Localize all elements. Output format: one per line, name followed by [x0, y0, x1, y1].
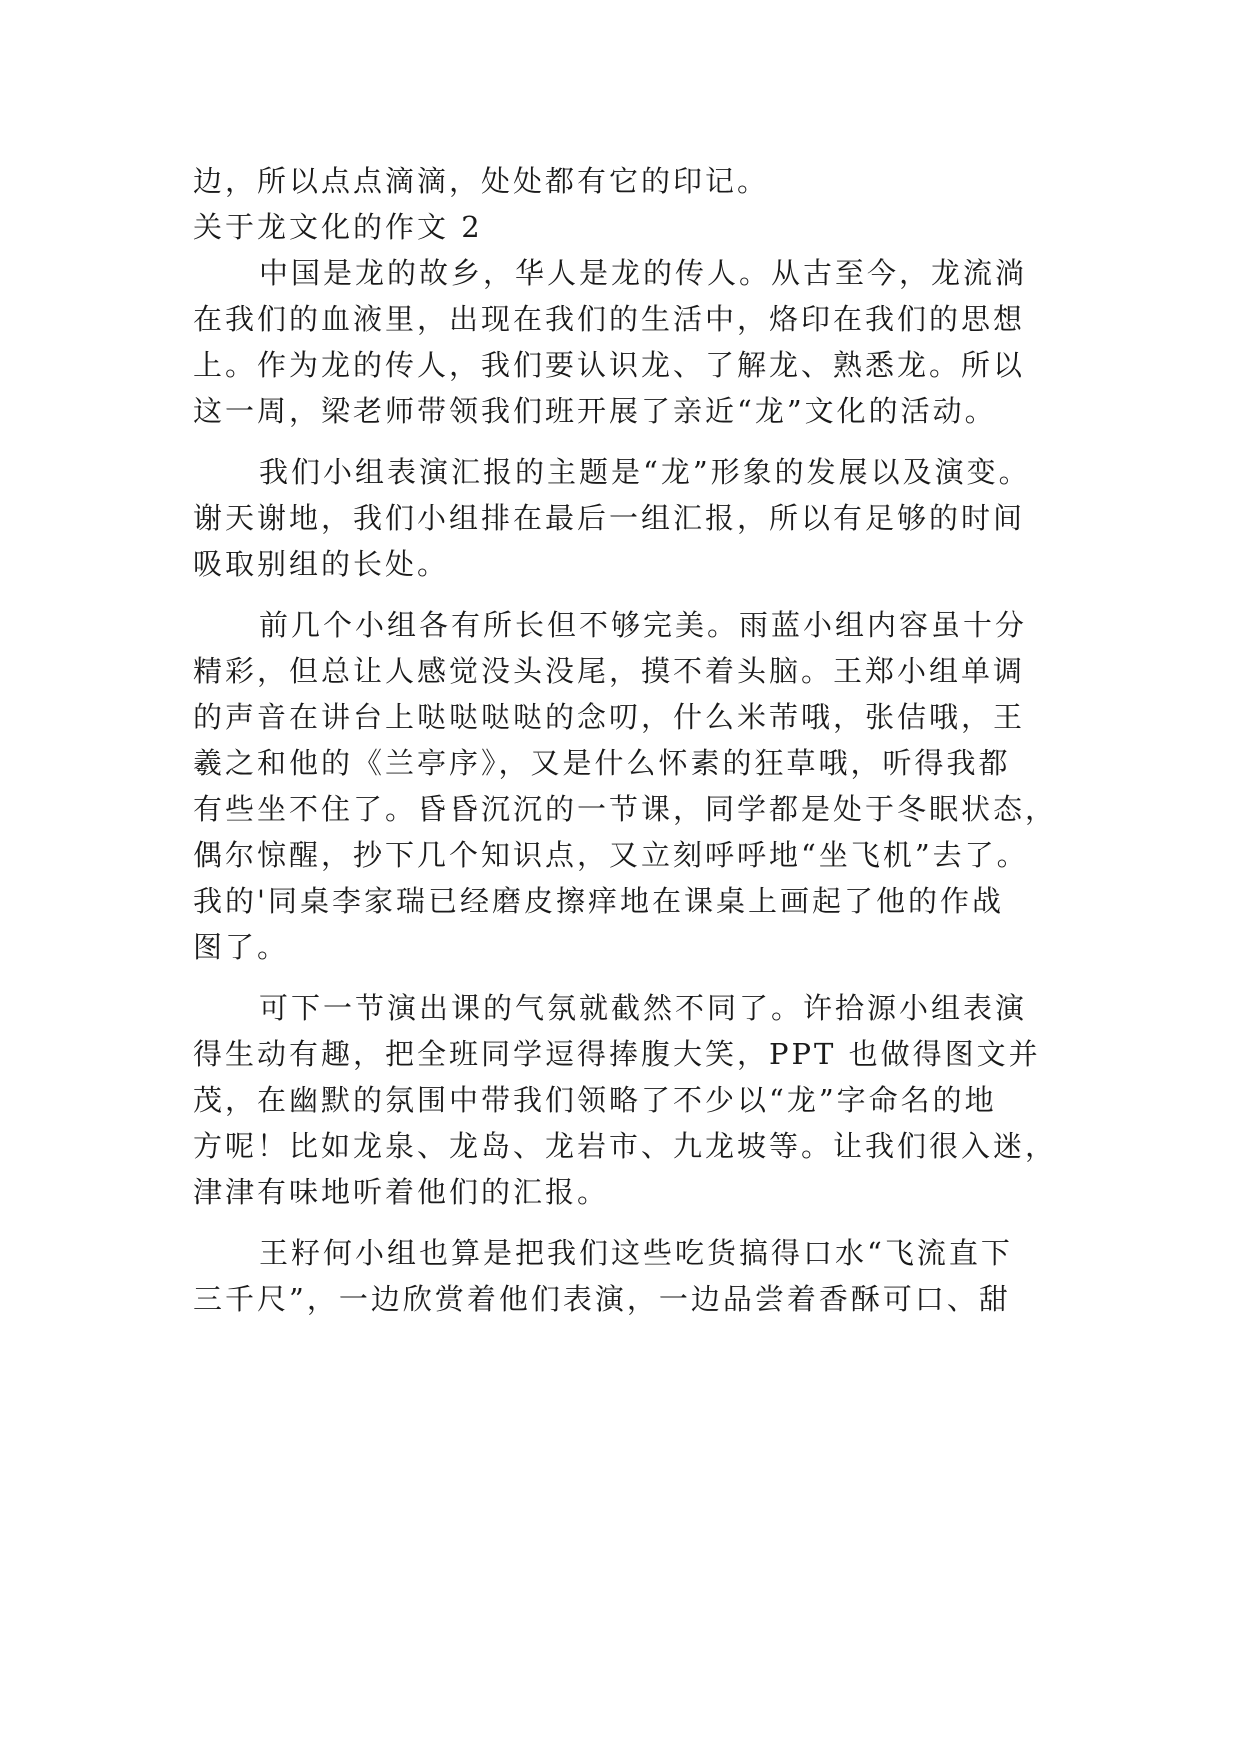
- paragraph-2: [193, 449, 1073, 587]
- paragraph-line: 茂，在幽默的氛围中带我们领略了不少以“龙”字命名的地: [193, 1083, 997, 1117]
- paragraph-3: [193, 602, 1073, 970]
- paragraph-line: 有些坐不住了。昏昏沉沉的一节课，同学都是处于冬眠状态，: [193, 792, 1058, 826]
- paragraph-line: 这一周，梁老师带领我们班开展了亲近“龙”文化的活动。: [193, 394, 997, 428]
- paragraph-spacer: [193, 434, 1073, 449]
- paragraph-line: 上。作为龙的传人，我们要认识龙、了解龙、熟悉龙。所以: [193, 348, 1026, 382]
- paragraph-spacer: [193, 1215, 1073, 1230]
- paragraph-line: 得生动有趣，把全班同学逗得捧腹大笑，PPT 也做得图文并: [193, 1037, 1041, 1071]
- paragraph-line: 津津有味地听着他们的汇报。: [193, 1175, 610, 1209]
- paragraph-line: 我们小组表演汇报的主题是“龙”形象的发展以及演变。: [259, 455, 1031, 489]
- paragraph-5: [193, 1230, 1073, 1322]
- paragraph-line: 图了。: [193, 930, 290, 964]
- paragraph-line: 的声音在讲台上哒哒哒哒的念叨，什么米芾哦，张佶哦，王: [193, 700, 1026, 734]
- paragraph-line: 偶尔惊醒，抄下几个知识点，又立刻呼呼地“坐飞机”去了。: [193, 838, 1029, 872]
- paragraph-4: [193, 985, 1073, 1215]
- paragraph-line: 王籽何小组也算是把我们这些吃货搞得口水“飞流直下: [259, 1236, 1013, 1270]
- paragraph-line: 吸取别组的长处。: [193, 547, 450, 581]
- paragraph-line: 前几个小组各有所长但不够完美。雨蓝小组内容虽十分: [259, 608, 1028, 642]
- paragraph-line: 羲之和他的《兰亭序》，又是什么怀素的狂草哦，听得我都: [193, 746, 1011, 780]
- paragraph-line: 我的'同桌李家瑞已经磨皮擦痒地在课桌上画起了他的作战: [193, 884, 1004, 918]
- paragraph-line: 中国是龙的故乡，华人是龙的传人。从古至今，龙流淌: [259, 256, 1028, 290]
- paragraph-line: 可下一节演出课的气氛就截然不同了。许拾源小组表演: [259, 991, 1028, 1025]
- prev-paragraph-tail: 边，所以点点滴滴，处处都有它的印记。: [193, 164, 770, 198]
- paragraph-line: 精彩，但总让人感觉没头没尾，摸不着头脑。王郑小组单调: [193, 654, 1026, 688]
- paragraph-spacer: [193, 970, 1073, 985]
- article-heading: 关于龙文化的作文 2: [193, 210, 483, 244]
- paragraph-line: 方呢！比如龙泉、龙岛、龙岩市、九龙坡等。让我们很入迷，: [193, 1129, 1058, 1163]
- article-body: [193, 158, 1073, 1322]
- paragraph-spacer: [193, 587, 1073, 602]
- paragraph-line: 谢天谢地，我们小组排在最后一组汇报，所以有足够的时间: [193, 501, 1026, 535]
- paragraph-1: [193, 250, 1073, 434]
- paragraph-line: 在我们的血液里，出现在我们的生活中，烙印在我们的思想: [193, 302, 1026, 336]
- paragraph-line: 三千尺”，一边欣赏着他们表演，一边品尝着香酥可口、甜: [193, 1282, 1011, 1316]
